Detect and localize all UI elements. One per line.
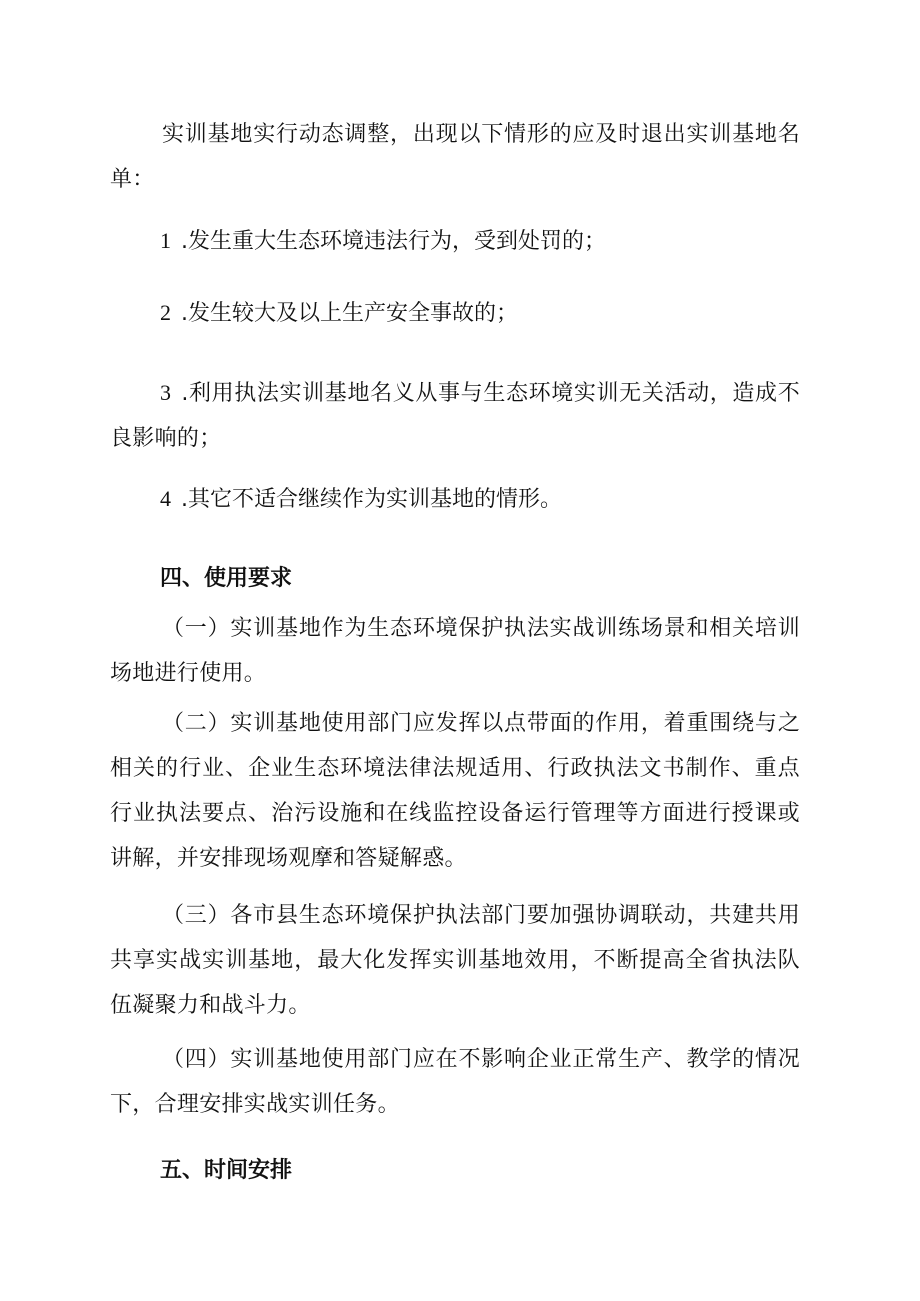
section-heading-time-schedule: 五、时间安排: [160, 1158, 293, 1183]
exit-condition-number: 3: [160, 380, 172, 405]
exit-condition-1: [160, 218, 606, 264]
exit-condition-3: [110, 370, 800, 461]
usage-paragraph-2: （二）实训基地使用部门应发挥以点带面的作用，着重围绕与之相关的行业、企业生态环境法律法规适用、行政执法文书制作、重点行业执法要点、治污设施和在线监控设备运行管理等方面进行授课或讲解，并安排现场观摩和答疑解惑。: [110, 711, 800, 871]
exit-condition-2: [160, 290, 518, 336]
exit-condition-text: .利用执法实训基地名义从事与生态环境实训无关活动，造成不良影响的；: [110, 381, 800, 451]
section-heading-usage-requirements: 四、使用要求: [160, 566, 293, 591]
usage-paragraph-3: （三）各市县生态环境保护执法部门要加强协调联动，共建共用共享实战实训基地，最大化发挥实训基地效用，不断提高全省执法队伍凝聚力和战斗力。: [110, 903, 800, 1018]
exit-condition-4: [160, 476, 562, 522]
exit-condition-number: 4: [160, 486, 171, 511]
usage-paragraph-1: （一）实训基地作为生态环境保护执法实战训练场景和相关培训场地进行使用。: [110, 616, 800, 686]
exit-condition-number: 2: [160, 300, 171, 325]
exit-condition-text: .发生重大生态环境违法行为，受到处罚的；: [181, 229, 606, 254]
usage-paragraph-4: （四）实训基地使用部门应在不影响企业正常生产、教学的情况下，合理安排实战实训任务。: [110, 1047, 800, 1117]
exit-condition-text: .发生较大及以上生产安全事故的；: [181, 301, 518, 326]
exit-condition-number: 1: [160, 228, 171, 253]
exit-condition-text: .其它不适合继续作为实训基地的情形。: [181, 487, 562, 512]
intro-paragraph: 实训基地实行动态调整，出现以下情形的应及时退出实训基地名单：: [110, 122, 800, 192]
